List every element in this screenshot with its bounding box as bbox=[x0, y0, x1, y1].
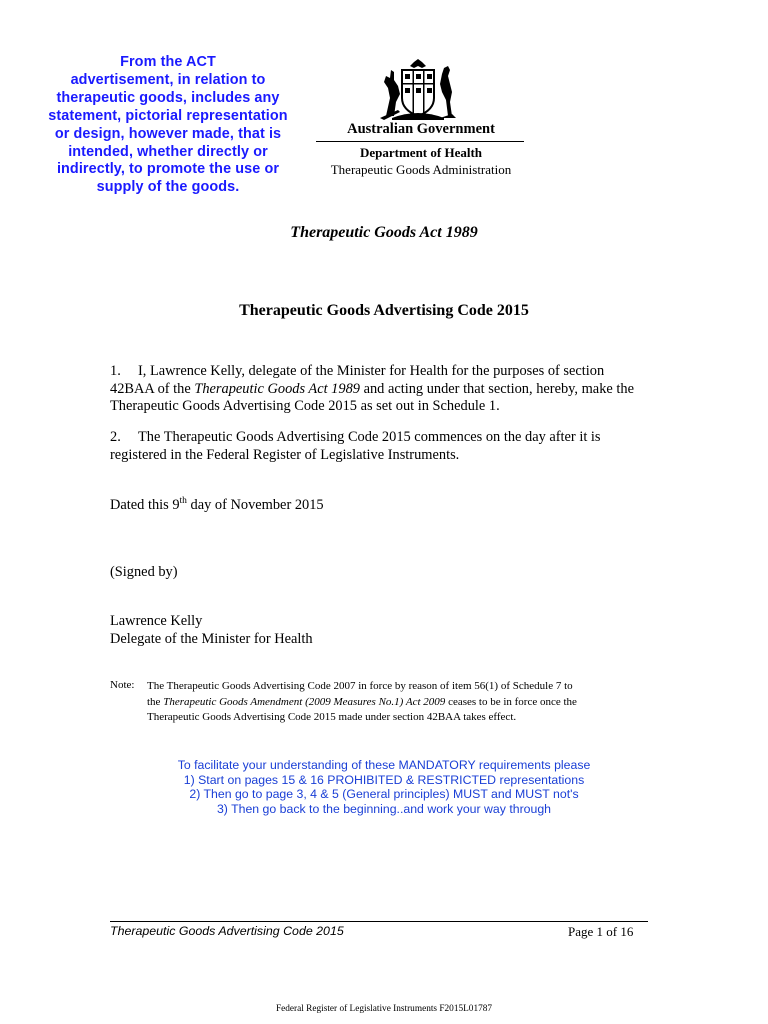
page-number: Page 1 of 16 bbox=[568, 924, 634, 939]
guide-line: 1) Start on pages 15 & 16 PROHIBITED & RESTRICTED representations bbox=[183, 772, 585, 787]
note-line: statement, pictorial representation bbox=[48, 107, 288, 124]
paragraph-text: The Therapeutic Goods Advertising Code 2015 commences on the day after it is registered in the Federal Register of Legislative Instruments. bbox=[110, 429, 601, 463]
paragraph-number: 2. bbox=[110, 429, 121, 445]
note-line: From the ACT bbox=[120, 54, 216, 70]
paragraph-text: and acting under that section, hereby, make the Therapeutic Goods Advertising Code 2015 as set out in Schedule 1. bbox=[110, 380, 634, 414]
guide-line: To facilitate your understanding of these MANDATORY requirements please bbox=[177, 758, 591, 772]
note-label: Note: bbox=[110, 679, 135, 691]
note-line: advertisement, in relation to bbox=[70, 71, 266, 88]
signer-block bbox=[110, 613, 313, 648]
paragraph-2 bbox=[110, 429, 650, 464]
act-definition-note bbox=[30, 54, 306, 197]
date-suffix: day of November 2015 bbox=[186, 496, 324, 513]
note-line: intended, whether directly or bbox=[68, 143, 268, 160]
paragraph-number: 1. bbox=[110, 363, 121, 379]
amendment-act-reference: Therapeutic Goods Amendment (2009 Measures No.1) Act 2009 bbox=[163, 695, 446, 708]
note-line: supply of the goods. bbox=[96, 179, 240, 196]
note-text-part: ceases to be in force once the bbox=[445, 695, 577, 708]
government-logo bbox=[312, 56, 530, 186]
paragraph-text: I, Lawrence Kelly, delegate of the Minister for Health for the purposes of section 42BAA of the bbox=[110, 363, 605, 397]
act-title: Therapeutic Goods Act 1989 bbox=[290, 224, 478, 241]
date-ordinal: th bbox=[179, 496, 187, 506]
signer-title: Delegate of the Minister for Health bbox=[110, 630, 313, 647]
note-line: Therapeutic Goods Advertising Code 2015 made under section 42BAA takes effect. bbox=[147, 711, 517, 723]
guide-line: 3) Then go back to the beginning..and work your way through bbox=[216, 801, 552, 816]
register-reference: Federal Register of Legislative Instruments F2015L01787 bbox=[275, 1004, 493, 1014]
agency-name: Therapeutic Goods Administration bbox=[330, 162, 512, 177]
paragraph-1 bbox=[110, 363, 650, 416]
note-line-2 bbox=[147, 695, 647, 711]
footer-document-title: Therapeutic Goods Advertising Code 2015 bbox=[110, 924, 344, 938]
reading-guide bbox=[110, 758, 658, 816]
note-line: indirectly, to promote the use or bbox=[56, 161, 280, 178]
note-line: The Therapeutic Goods Advertising Code 2007 in force by reason of item 56(1) of Schedule 7 to bbox=[147, 680, 573, 692]
logo-divider bbox=[316, 141, 524, 142]
note-text-part: the bbox=[147, 695, 164, 708]
date-prefix: Dated this 9 bbox=[110, 496, 180, 513]
coat-of-arms-icon bbox=[378, 58, 458, 120]
date-line bbox=[110, 496, 324, 514]
footer-divider bbox=[110, 921, 648, 922]
government-name: Australian Government bbox=[347, 121, 495, 137]
department-name: Department of Health bbox=[359, 145, 483, 160]
note-line: or design, however made, that is bbox=[54, 125, 282, 142]
signed-by: (Signed by) bbox=[110, 564, 178, 580]
signer-name: Lawrence Kelly bbox=[110, 613, 203, 629]
act-reference: Therapeutic Goods Act 1989 bbox=[194, 380, 360, 397]
guide-line: 2) Then go to page 3, 4 & 5 (General principles) MUST and MUST not's bbox=[189, 787, 579, 801]
document-title: Therapeutic Goods Advertising Code 2015 bbox=[239, 302, 529, 319]
note-line: therapeutic goods, includes any bbox=[56, 89, 280, 106]
note-text bbox=[147, 679, 647, 726]
